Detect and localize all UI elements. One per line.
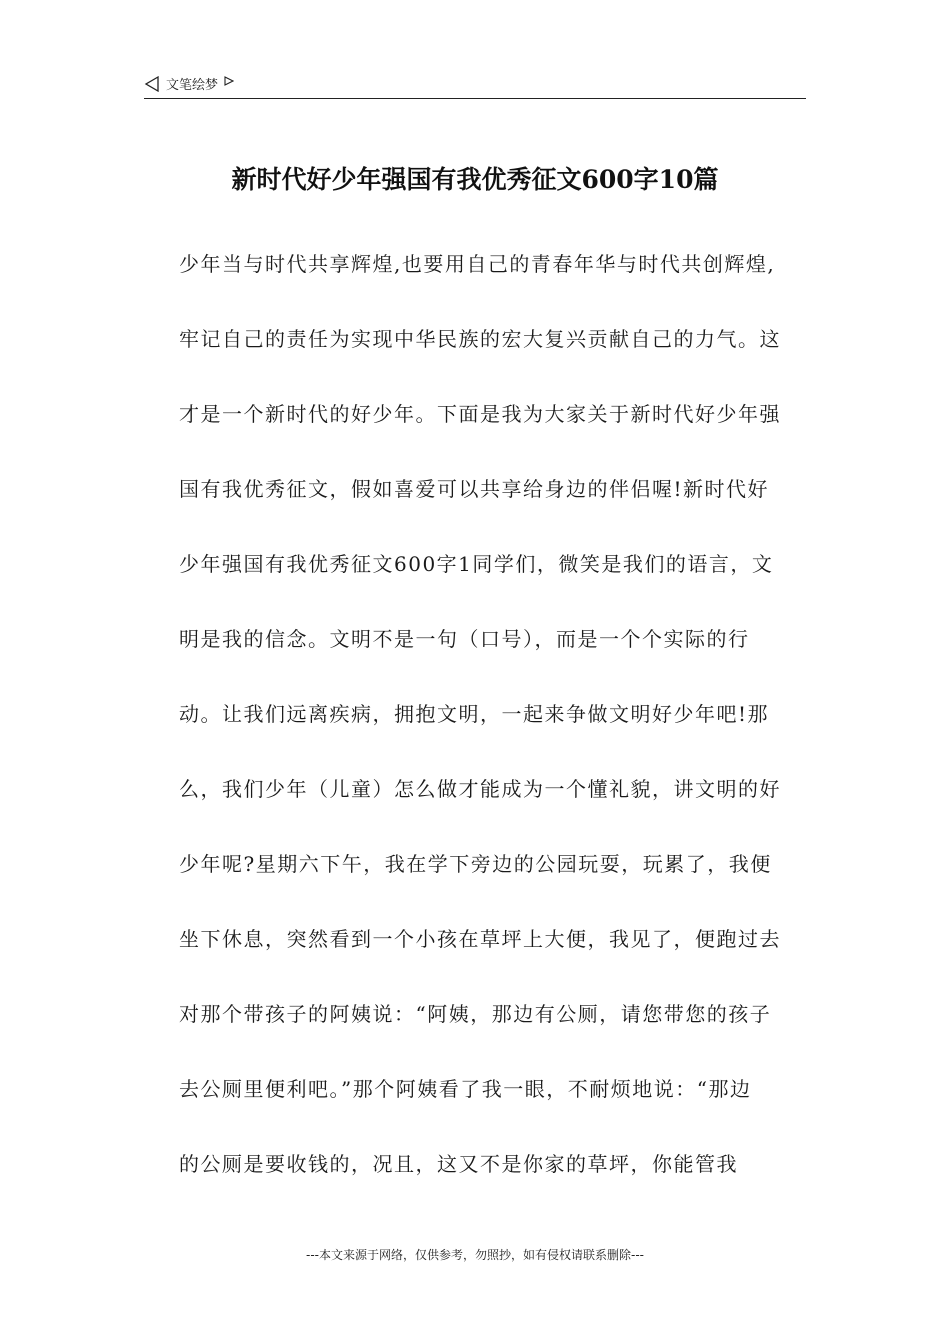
body-line: 坐下休息，突然看到一个小孩在草坪上大便，我见了，便跑过去 <box>179 927 781 951</box>
triangle-left-icon <box>144 76 160 92</box>
header-brand: 文笔绘梦 <box>166 78 219 93</box>
body-line: 去公厕里便利吧。”那个阿姨看了我一眼，不耐烦地说：“那边 <box>179 1077 752 1101</box>
body-line: 才是一个新时代的好少年。下面是我为大家关于新时代好少年强 <box>179 402 781 426</box>
body-line: 少年当与时代共享辉煌,也要用自己的青春年华与时代共创辉煌, <box>179 252 776 276</box>
body-line: 明是我的信念。文明不是一句（口号），而是一个个实际的行 <box>179 627 750 651</box>
body-line: 动。让我们远离疾病，拥抱文明，一起来争做文明好少年吧!那 <box>179 702 770 726</box>
body-line: 么，我们少年（儿童）怎么做才能成为一个懂礼貌，讲文明的好 <box>179 777 781 801</box>
page-header <box>144 72 806 99</box>
body-line: 少年呢?星期六下午，我在学下旁边的公园玩耍，玩累了，我便 <box>179 852 772 876</box>
body-line: 牢记自己的责任为实现中华民族的宏大复兴贡献自己的力气。这 <box>179 327 781 351</box>
body-line: 的公厕是要收钱的，况且，这又不是你家的草坪，你能管我 <box>179 1152 738 1176</box>
body-line: 少年强国有我优秀征文600字1同学们，微笑是我们的语言，文 <box>179 552 774 576</box>
footer-disclaimer: ---本文来源于网络，仅供参考，勿照抄，如有侵权请联系删除--- <box>306 1248 644 1262</box>
header-brand-group <box>144 74 234 93</box>
document-title: 新时代好少年强国有我优秀征文600字10篇 <box>231 165 719 194</box>
triangle-right-icon <box>224 76 234 86</box>
body-line: 国有我优秀征文，假如喜爱可以共享给身边的伴侣喔!新时代好 <box>179 477 770 501</box>
body-line: 对那个带孩子的阿姨说：“阿姨，那边有公厕，请您带您的孩子 <box>179 1002 772 1026</box>
document-body <box>179 252 805 1227</box>
